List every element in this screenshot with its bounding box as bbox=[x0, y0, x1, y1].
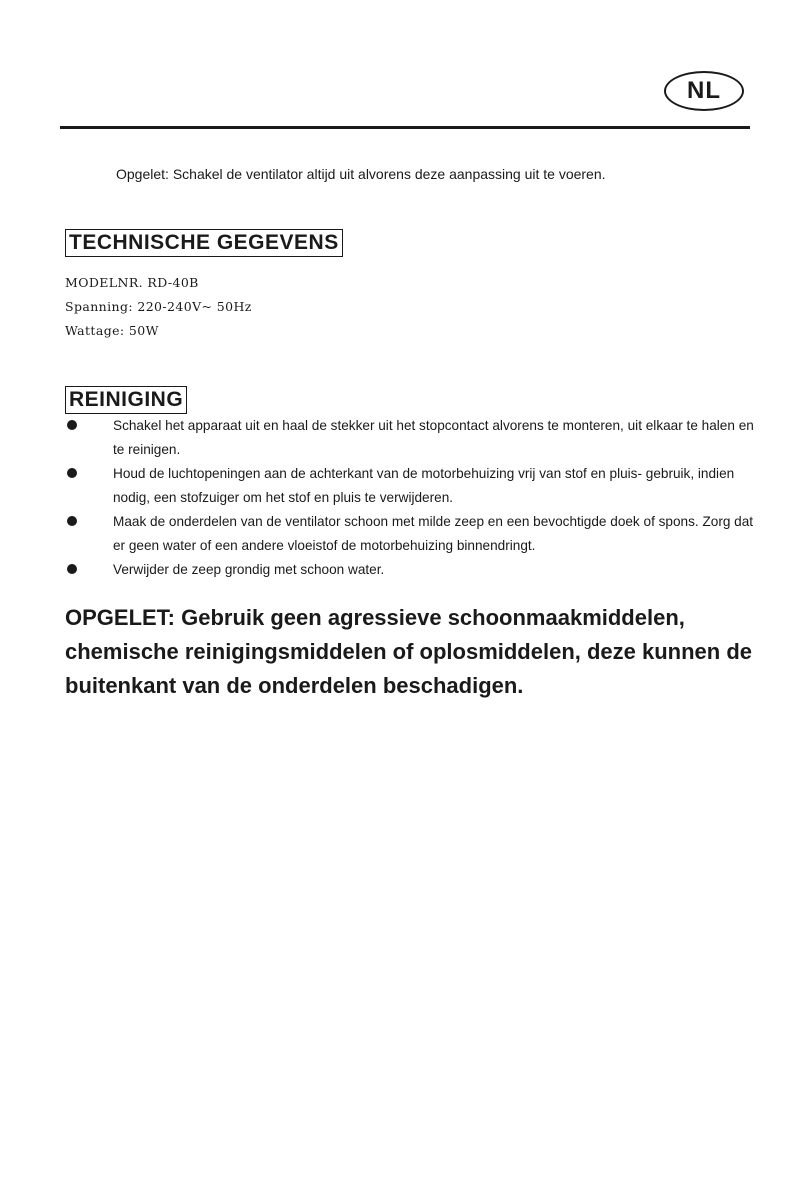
list-item bbox=[65, 510, 755, 558]
spec-model: MODELNR. RD-40B bbox=[65, 275, 199, 290]
bullet-icon bbox=[67, 468, 77, 478]
cleaning-heading: REINIGING bbox=[65, 386, 187, 414]
warning-note: Opgelet: Schakel de ventilator altijd uit alvorens deze aanpassing uit te voeren. bbox=[116, 166, 606, 182]
bullet-icon bbox=[67, 516, 77, 526]
list-item-text: Schakel het apparaat uit en haal de stekker uit het stopcontact alvorens te monteren, uit elkaar te halen en te reinigen. bbox=[113, 418, 754, 457]
bullet-icon bbox=[67, 564, 77, 574]
list-item bbox=[65, 462, 755, 510]
bullet-icon bbox=[67, 420, 77, 430]
language-code: NL bbox=[687, 77, 721, 104]
spec-wattage: Wattage: 50W bbox=[65, 323, 159, 338]
language-badge bbox=[664, 71, 744, 111]
list-item-text: Houd de luchtopeningen aan de achterkant van de motorbehuizing vrij van stof en pluis- gebruik, indien nodig, een stofzuiger om het stof en pluis te verwijderen. bbox=[113, 466, 735, 505]
list-item bbox=[65, 558, 755, 582]
cleaning-list bbox=[65, 414, 755, 582]
spec-voltage: Spanning: 220-240V~ 50Hz bbox=[65, 299, 252, 314]
list-item-text: Maak de onderdelen van de ventilator schoon met milde zeep en een bevochtigde doek of spons. Zorg dat er geen water of een andere vloeistof de motorbehuizing binnendringt. bbox=[113, 514, 754, 553]
caution-warning: OPGELET: Gebruik geen agressieve schoonmaakmiddelen, chemische reinigingsmiddelen of oplosmiddelen, deze kunnen de buitenkant van de onderdelen beschadigen. bbox=[65, 605, 753, 698]
list-item-text: Verwijder de zeep grondig met schoon water. bbox=[113, 562, 385, 577]
list-item bbox=[65, 414, 755, 462]
header-divider bbox=[60, 126, 750, 129]
technical-data-heading: TECHNISCHE GEGEVENS bbox=[65, 229, 343, 257]
